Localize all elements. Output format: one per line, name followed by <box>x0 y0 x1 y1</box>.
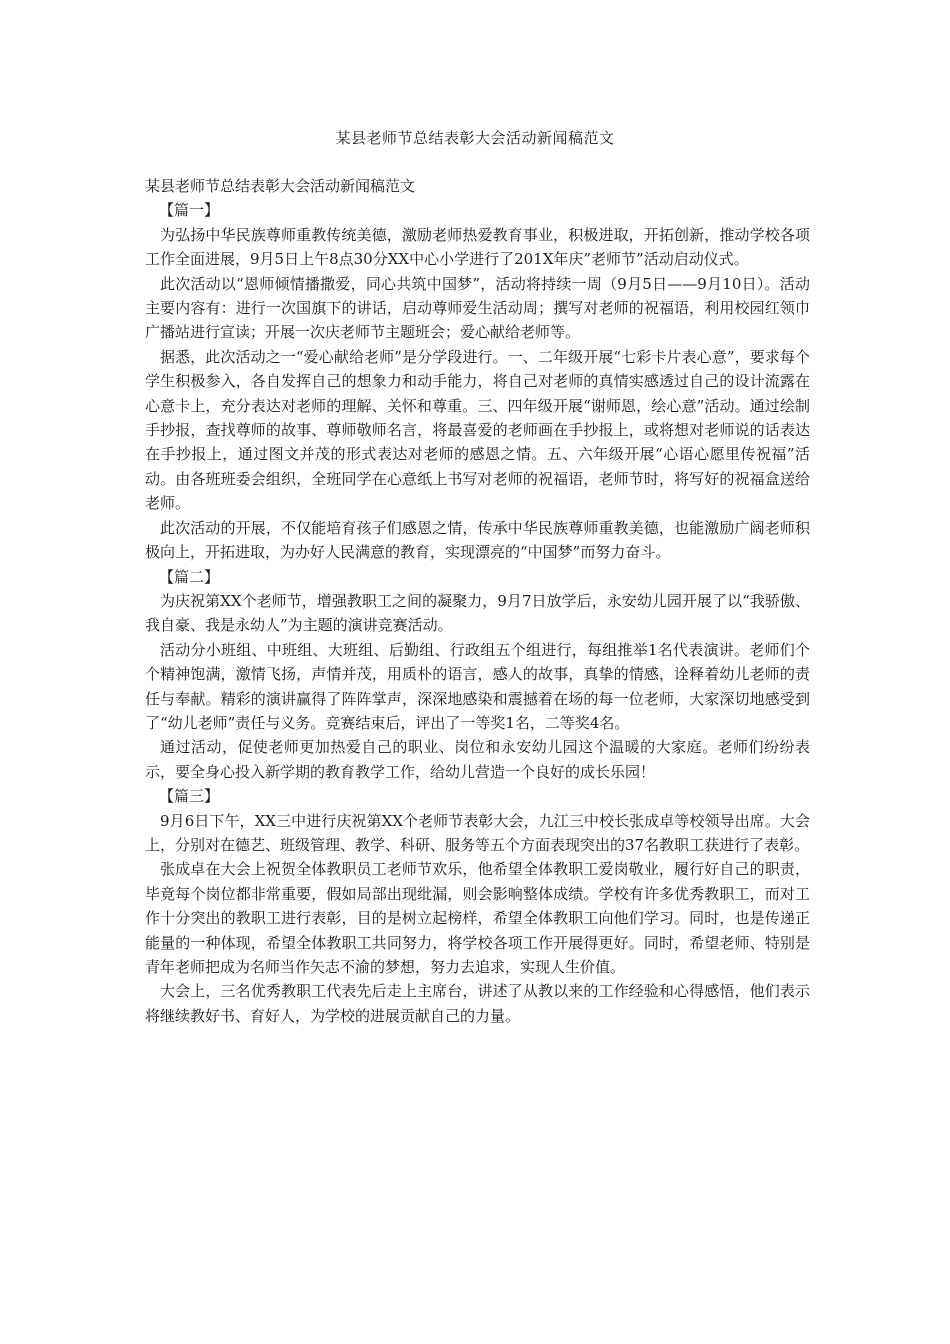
paragraph: 张成卓在大会上祝贺全体教职员工老师节欢乐，他希望全体教职工爱岗敬业，履行好自己的职责，毕竟每个岗位都非常重要，假如局部出现纰漏，则会影响整体成绩。学校有许多优秀教职工，而对工作十分突出的教职工进行表彰，目的是树立起榜样，希望全体教职工向他们学习。同时，也是传递正能量的一种体现，希望全体教职工共同努力，将学校各项工作开展得更好。同时，希望老师、特别是青年老师把成为名师当作矢志不渝的梦想，努力去追求，实现人生价值。 <box>145 860 810 976</box>
paragraph: 大会上，三名优秀教职工代表先后走上主席台，讲述了从教以来的工作经验和心得感悟，他们表示将继续教好书、育好人，为学校的进展贡献自己的力量。 <box>145 982 810 1025</box>
paragraph: 此次活动以“恩师倾情播撒爱，同心共筑中国梦”，活动将持续一周（9月5日——9月10日）。活动主要内容有：进行一次国旗下的讲话，启动尊师爱生活动周；撰写对老师的祝福语，利用校园红领巾广播站进行宣读；开展一次庆老师节主题班会；爱心献给老师等。 <box>145 274 810 342</box>
paragraph: 据悉，此次活动之一“爱心献给老师”是分学段进行。一、二年级开展“七彩卡片表心意”，要求每个学生积极参入，各自发挥自己的想象力和动手能力，将自己对老师的真情实感透过自己的设计流露在心意卡上，充分表达对老师的理解、关怀和尊重。三、四年级开展“谢师恩，绘心意”活动。通过绘制手抄报，查找尊师的故事、尊师敬师名言，将最喜爱的老师画在手抄报上，或将想对老师说的话表达在手抄报上，通过图文并茂的形式表达对老师的感恩之情。五、六年级开展“心语心愿里传祝福”活动。由各班班委会组织，全班同学在心意纸上书写对老师的祝福语，老师节时，将写好的祝福盒送给老师。 <box>145 347 810 513</box>
paragraph: 活动分小班组、中班组、大班组、后勤组、行政组五个组进行，每组推举1名代表演讲。老师们个个精神饱满，激情飞扬，声情并茂，用质朴的语言，感人的故事，真挚的情感，诠释着幼儿老师的责任与奉献。精彩的演讲赢得了阵阵掌声，深深地感染和震撼着在场的每一位老师，大家深切地感受到了“幼儿老师”责任与义务。竞赛结束后，评出了一等奖1名，二等奖4名。 <box>145 640 810 732</box>
section-heading-1: 【篇一】 <box>159 201 220 220</box>
section-heading-2: 【篇二】 <box>159 567 220 586</box>
paragraph: 9月6日下午，XX三中进行庆祝第XX个老师节表彰大会，九江三中校长张成卓等校领导出席。大会上，分别对在德艺、班级管理、教学、科研、服务等五个方面表现突出的37名教职工获进行了表彰。 <box>145 811 810 854</box>
document-title: 某县老师节总结表彰大会活动新闻稿范文 <box>335 129 615 147</box>
paragraph: 为弘扬中华民族尊师重教传统美德，激励老师热爱教育事业，积极进取，开拓创新，推动学校各项工作全面进展，9月5日上午8点30分XX中心小学进行了201X年庆”老师节”活动启动仪式。 <box>145 225 810 269</box>
document-body <box>145 174 810 1028</box>
document-subtitle: 某县老师节总结表彰大会活动新闻稿范文 <box>145 177 416 195</box>
paragraph: 此次活动的开展，不仅能培育孩子们感恩之情，传承中华民族尊师重教美德，也能激励广阔老师积极向上，开拓进取，为办好人民满意的教育，实现漂亮的“中国梦”而努力奋斗。 <box>145 518 810 562</box>
paragraph: 为庆祝第XX个老师节，增强教职工之间的凝聚力，9月7日放学后，永安幼儿园开展了以“我骄傲、我自豪、我是永幼人”为主题的演讲竞赛活动。 <box>145 591 810 635</box>
section-heading-3: 【篇三】 <box>159 787 220 806</box>
paragraph: 通过活动，促使老师更加热爱自己的职业、岗位和永安幼儿园这个温暖的大家庭。老师们纷纷表示，要全身心投入新学期的教育教学工作，给幼儿营造一个良好的成长乐园！ <box>145 738 810 781</box>
